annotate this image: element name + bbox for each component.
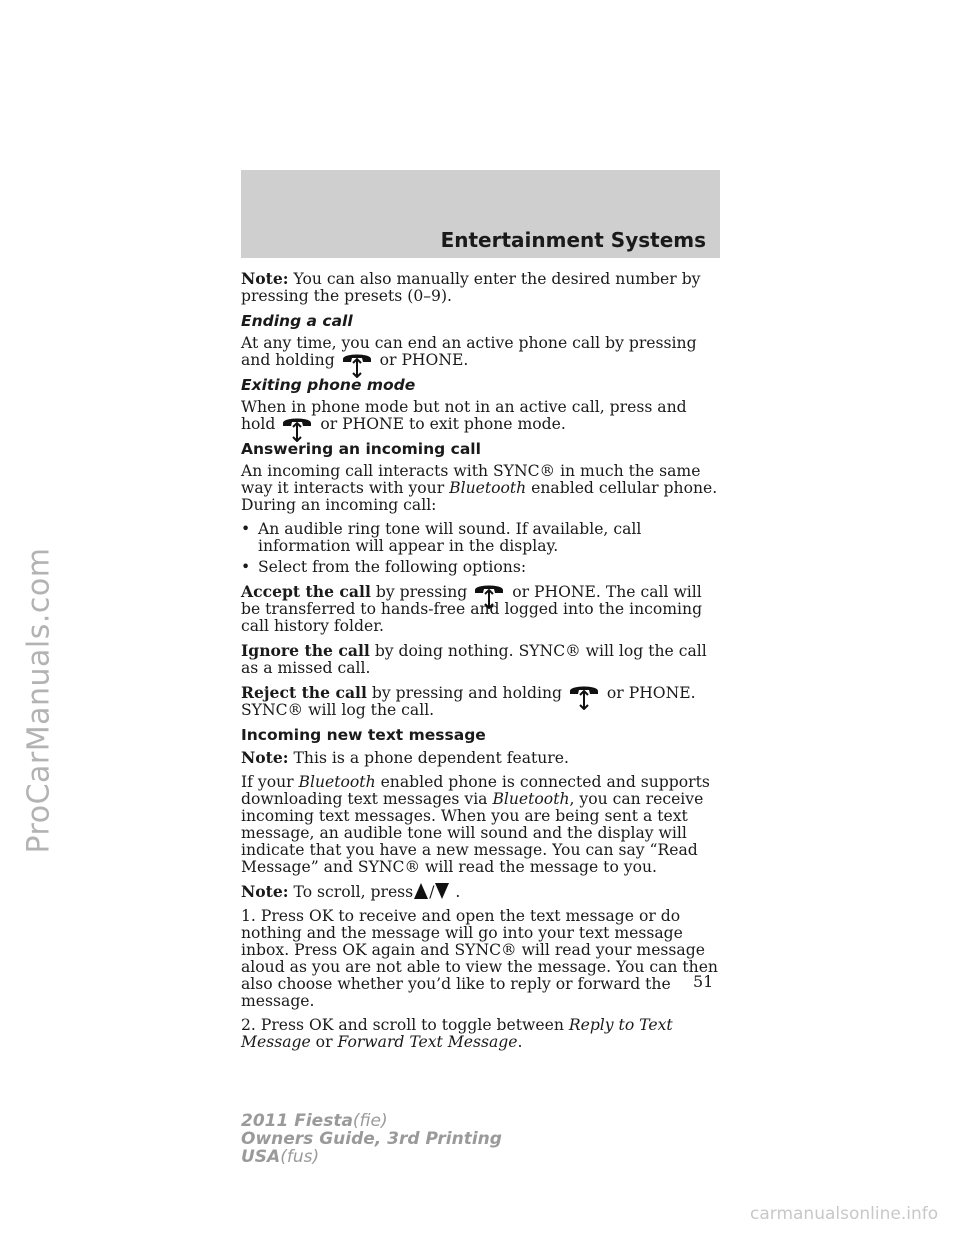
ignore-call-label: Ignore the call: [241, 641, 370, 660]
note-text: This is a phone dependent feature.: [293, 749, 569, 767]
note-text: You can also manually enter the desired number by pressing the presets (0–9).: [241, 270, 701, 305]
footer-market-code: (fus): [280, 1147, 320, 1167]
phone-hangup-icon: [472, 583, 507, 600]
step-2-text-b: or: [310, 1033, 338, 1051]
answering-intro-b: enabled cellular phone. During an incoming call:: [241, 479, 718, 514]
arrow-down-icon: [434, 883, 450, 900]
heading-ending-call: Ending a call: [241, 312, 353, 330]
reject-call: [241, 684, 721, 719]
reject-call-text-b: or PHONE. SYNC® will log the call.: [241, 684, 696, 719]
exiting-mode-text-a: When in phone mode but not in an active call, press and hold: [241, 398, 687, 433]
heading-answering-call: Answering an incoming call: [241, 440, 481, 458]
exiting-mode-text: [241, 399, 721, 433]
list-item: [241, 559, 721, 576]
page-number: 51: [693, 972, 714, 991]
accept-call-label: Accept the call: [241, 582, 371, 601]
scroll-text: To scroll, press: [293, 883, 414, 901]
list-item: [241, 521, 721, 555]
step-2-text-c: .: [517, 1033, 523, 1051]
text-message-italic-1: Bluetooth: [298, 773, 376, 791]
accept-call-text-a: by pressing: [375, 583, 468, 601]
bullet-text: An audible ring tone will sound. If available, call information will appear in the display.: [258, 520, 642, 555]
text-message-note: [241, 749, 721, 767]
phone-hangup-icon: [567, 684, 602, 701]
text-message-italic-2: Bluetooth: [492, 790, 570, 808]
ending-call-text-b: or PHONE.: [379, 351, 469, 369]
footer-market-line: [241, 1148, 502, 1166]
accept-call-text-b: or PHONE. The call will be transferred to hands-free and logged into the incoming call history folder.: [241, 583, 703, 635]
bullet-text: Select from the following options:: [258, 558, 527, 576]
page-content: [241, 270, 721, 1058]
watermark-text: ProCarManuals.com: [21, 546, 57, 854]
site-watermark: carmanualsonline.info: [750, 1204, 939, 1224]
ending-call-text: [241, 335, 721, 369]
phone-hangup-icon: [280, 416, 315, 433]
side-watermark: [4, 420, 74, 980]
note-label: Note:: [241, 269, 289, 288]
heading-text-message: Incoming new text message: [241, 726, 486, 744]
text-message-paragraph: [241, 774, 721, 876]
note-label: Note:: [241, 882, 289, 901]
bullet-dot: •: [241, 558, 251, 576]
note-label: Note:: [241, 748, 289, 767]
footer-model-line: [241, 1112, 502, 1130]
text-message-para-1: If your: [241, 773, 299, 791]
step-2-text-a: 2. Press OK and scroll to toggle between: [241, 1016, 569, 1034]
reject-call-label: Reject the call: [241, 683, 367, 702]
reject-call-text-a: by pressing and holding: [371, 684, 562, 702]
step-2: [241, 1017, 721, 1051]
step-2-reply-option: Reply to Text Message: [241, 1016, 673, 1051]
footer: [241, 1112, 502, 1166]
ending-call-text-a: At any time, you can end an active phone call by pressing and holding: [241, 334, 697, 369]
heading-exiting-phone-mode: Exiting phone mode: [241, 376, 416, 394]
ignore-call: [241, 642, 721, 677]
footer-market: USA: [241, 1147, 281, 1167]
footer-guide: Owners Guide, 3rd Printing: [241, 1129, 502, 1149]
scroll-note: [241, 883, 721, 901]
answering-intro: [241, 463, 721, 514]
accept-call: [241, 583, 721, 635]
ignore-call-text: by doing nothing. SYNC® will log the call as a missed call.: [241, 642, 707, 677]
footer-model: 2011 Fiesta: [241, 1111, 353, 1131]
exiting-mode-text-b: or PHONE to exit phone mode.: [320, 415, 566, 433]
text-message-para-3: , you can receive incoming text messages. When you are being sent a text message, an audible tone will sound and the display will indicate that you have a new message. You can say “Read Message” and SYNC® will read the message to you.: [241, 790, 704, 876]
answering-intro-a: An incoming call interacts with SYNC® in much the same way it interacts with your: [241, 462, 701, 497]
step-1: 1. Press OK to receive and open the text message or do nothing and the message will go into your text message inbox. Press OK again and SYNC® will read your message aloud as you are not able to view the message. You can then also choose whether you’d like to reply or forward the message.: [241, 907, 718, 1010]
scroll-separator: /: [429, 883, 435, 901]
scroll-end: .: [455, 883, 461, 901]
arrow-up-icon: [413, 883, 429, 900]
note-presets: [241, 270, 721, 305]
answering-intro-italic: Bluetooth: [449, 479, 527, 497]
step-2-forward-option: Forward Text Message: [337, 1033, 518, 1051]
bullet-dot: •: [241, 520, 251, 538]
section-title: Entertainment Systems: [440, 228, 706, 252]
text-message-para-2: enabled phone is connected and supports downloading text messages via: [241, 773, 710, 808]
footer-model-code: (fie): [352, 1111, 388, 1131]
phone-hangup-icon: [340, 352, 375, 369]
section-header: [241, 170, 720, 258]
